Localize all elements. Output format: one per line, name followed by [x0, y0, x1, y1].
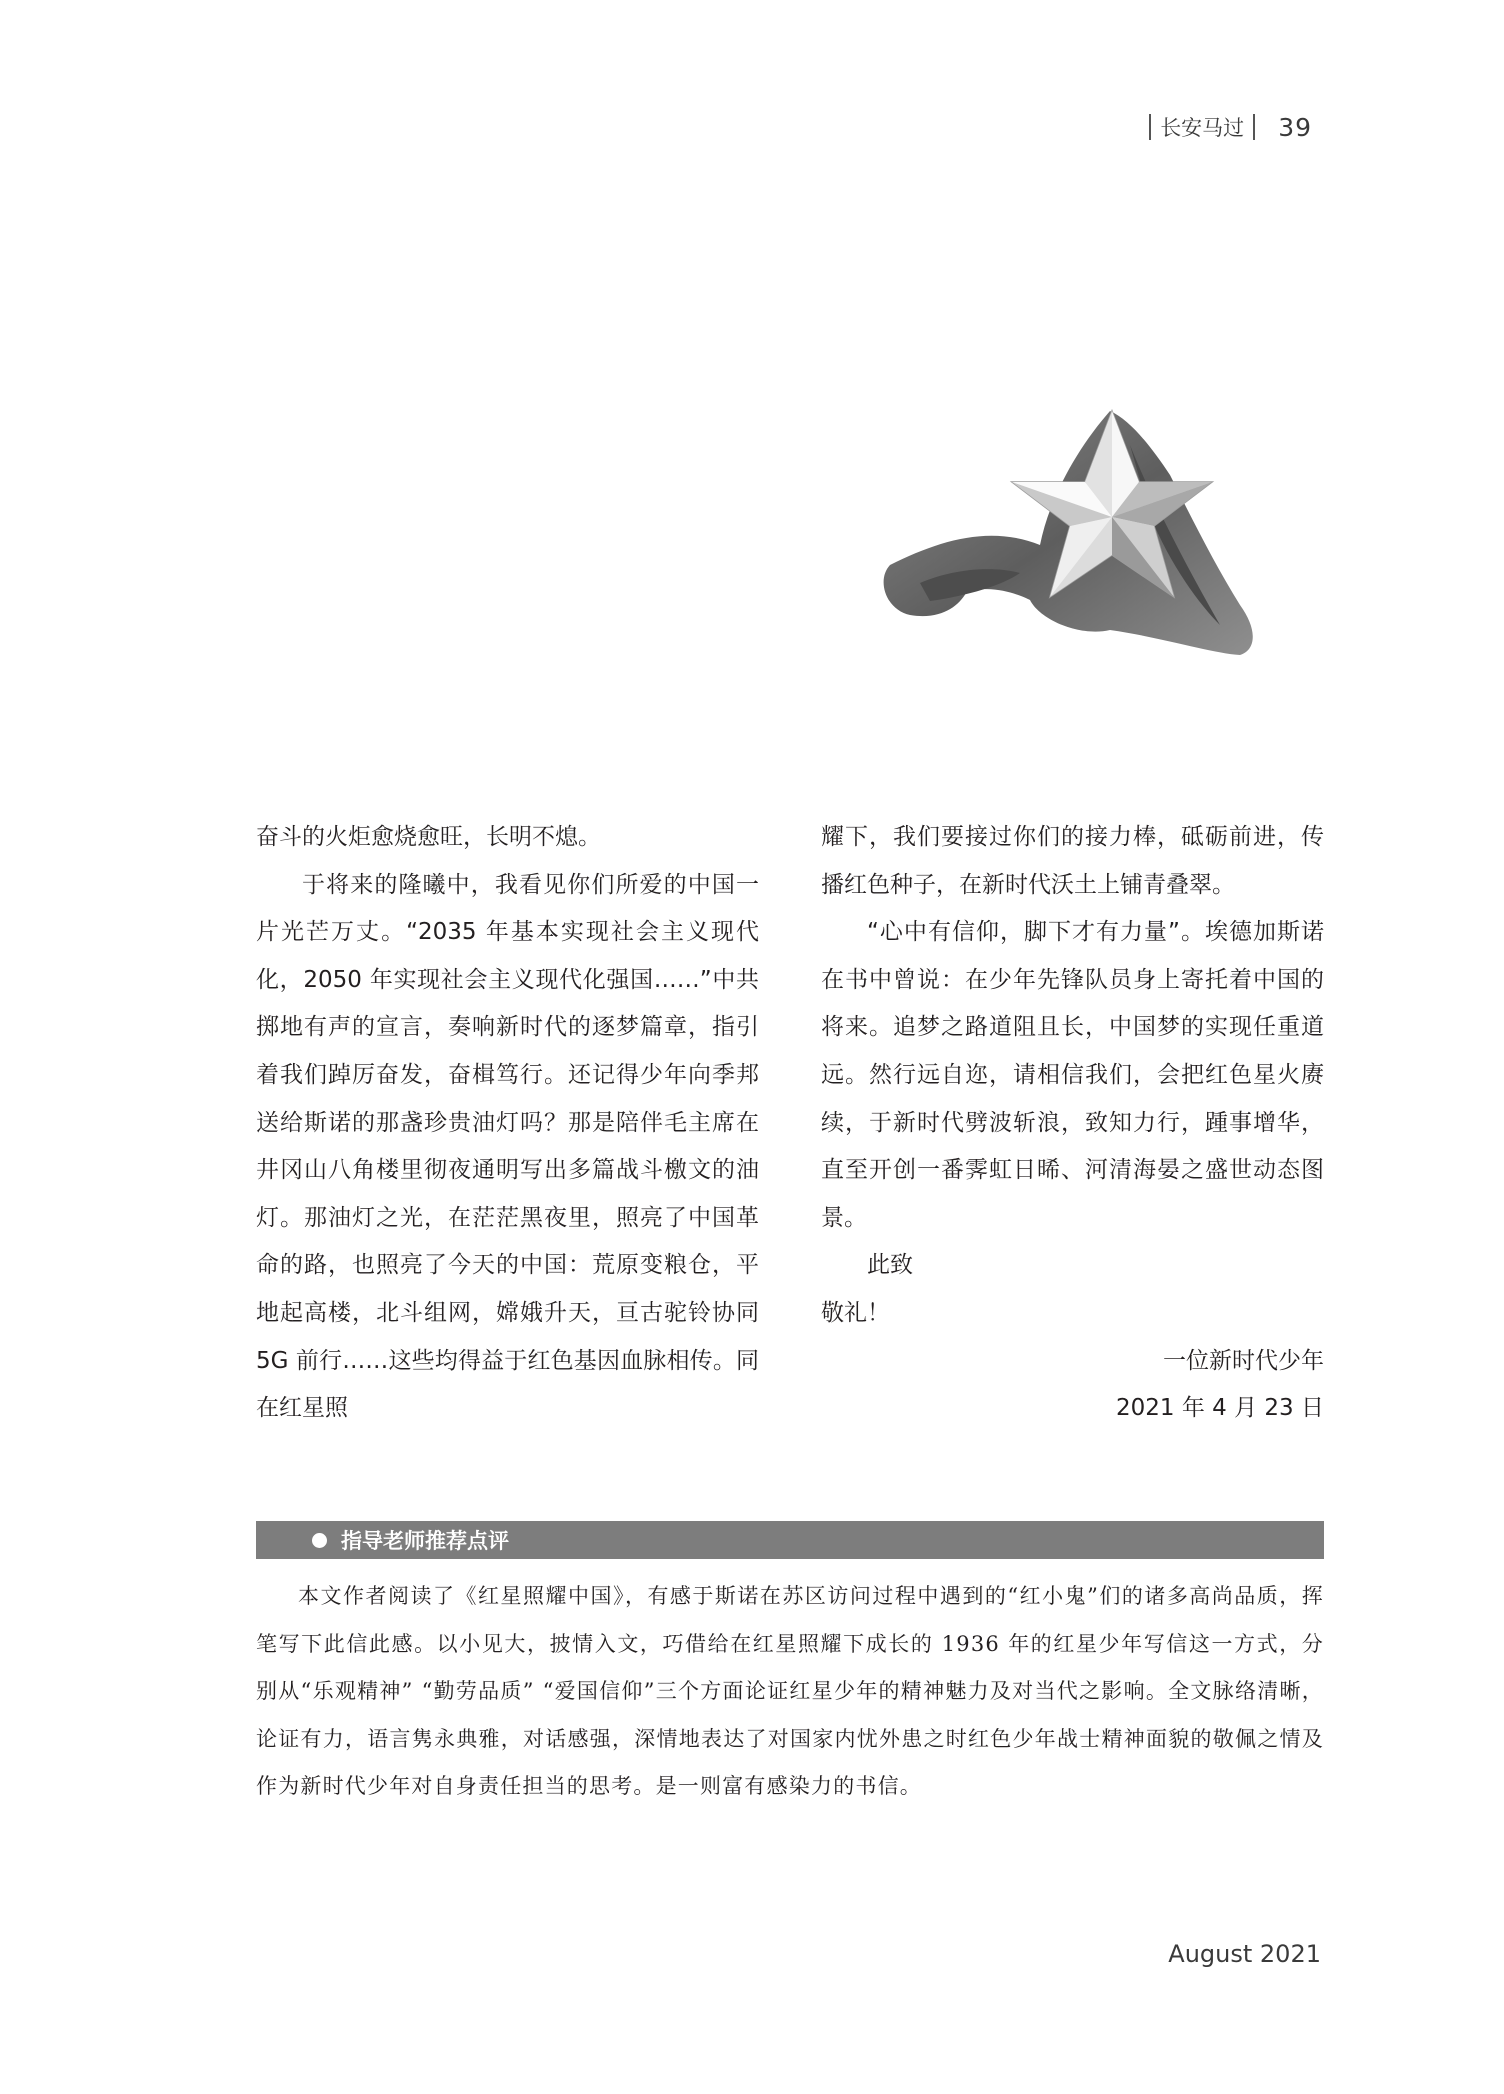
issue-date: August 2021 — [1168, 1940, 1321, 1968]
comment-text: 本文作者阅读了《红星照耀中国》，有感于斯诺在苏区访问过程中遇到的“红小鬼”们的诸多高尚品质，挥笔写下此信此感。以小见大，披情入文，巧借给在红星照耀下成长的 1936 年的红星少年写信这一方式，分别从“乐观精神” “勤劳品质” “爱国信仰”三个方面论证红星少年的精神魅力及对当代之影响。全文脉络清晰，论证有力，语言隽永典雅，对话感强，深情地表达了对国家内忧外患之时红色少年战士精神面貌的敬佩之情及作为新时代少年对自身责任担当的思考。是一则富有感染力的书信。 — [256, 1584, 1324, 1798]
comment-heading-bar — [256, 1521, 1324, 1559]
section-title: 长安马过 — [1160, 116, 1245, 140]
right-column — [821, 814, 1324, 1433]
page-number: 39 — [1278, 112, 1312, 142]
header-divider — [1253, 114, 1255, 140]
letter-salutation: 此致 — [867, 1252, 913, 1279]
running-header — [1140, 112, 1312, 142]
left-column — [256, 814, 759, 1433]
letter-closing: 敬礼！ — [821, 1299, 890, 1326]
comment-title: 指导老师推荐点评 — [341, 1529, 509, 1553]
right-paragraph-2: “心中有信仰，脚下才有力量”。埃德加斯诺在书中曾说：在少年先锋队员身上寄托着中国的将来。追梦之路道阻且长，中国梦的实现任重道远。然行远自迩，请相信我们，会把红色星火赓续，于新时代劈波斩浪，致知力行，踵事增华，直至开创一番霁虹日晞、河清海晏之盛世动态图景。 — [821, 919, 1324, 1231]
header-divider — [1149, 114, 1151, 140]
right-paragraph-1: 耀下，我们要接过你们的接力棒，砥砺前进，传播红色种子，在新时代沃土上铺青叠翠。 — [821, 824, 1324, 898]
comment-section — [256, 1573, 1324, 1811]
letter-date: 2021 年 4 月 23 日 — [1116, 1395, 1324, 1422]
red-star-with-flag-cloth-icon — [880, 405, 1280, 665]
left-paragraph-1: 奋斗的火炬愈烧愈旺，长明不熄。 — [256, 824, 601, 850]
letter-signature: 一位新时代少年 — [1163, 1347, 1324, 1374]
bullet-dot-icon — [312, 1533, 327, 1548]
left-paragraph-2: 于将来的隆曦中，我看见你们所爱的中国一片光芒万丈。“2035 年基本实现社会主义现代化，2050 年实现社会主义现代化强国……”中共掷地有声的宣言，奏响新时代的逐梦篇章，指引着我们踔厉奋发，奋楫笃行。还记得少年向季邦送给斯诺的那盏珍贵油灯吗？那是陪伴毛主席在井冈山八角楼里彻夜通明写出多篇战斗檄文的油灯。那油灯之光，在茫茫黑夜里，照亮了中国革命的路，也照亮了今天的中国：荒原变粮仓，平地起高楼，北斗组网，嫦娥升天，亘古驼铃协同 5G 前行……这些均得益于红色基因血脉相传。同在红星照 — [256, 871, 759, 1422]
